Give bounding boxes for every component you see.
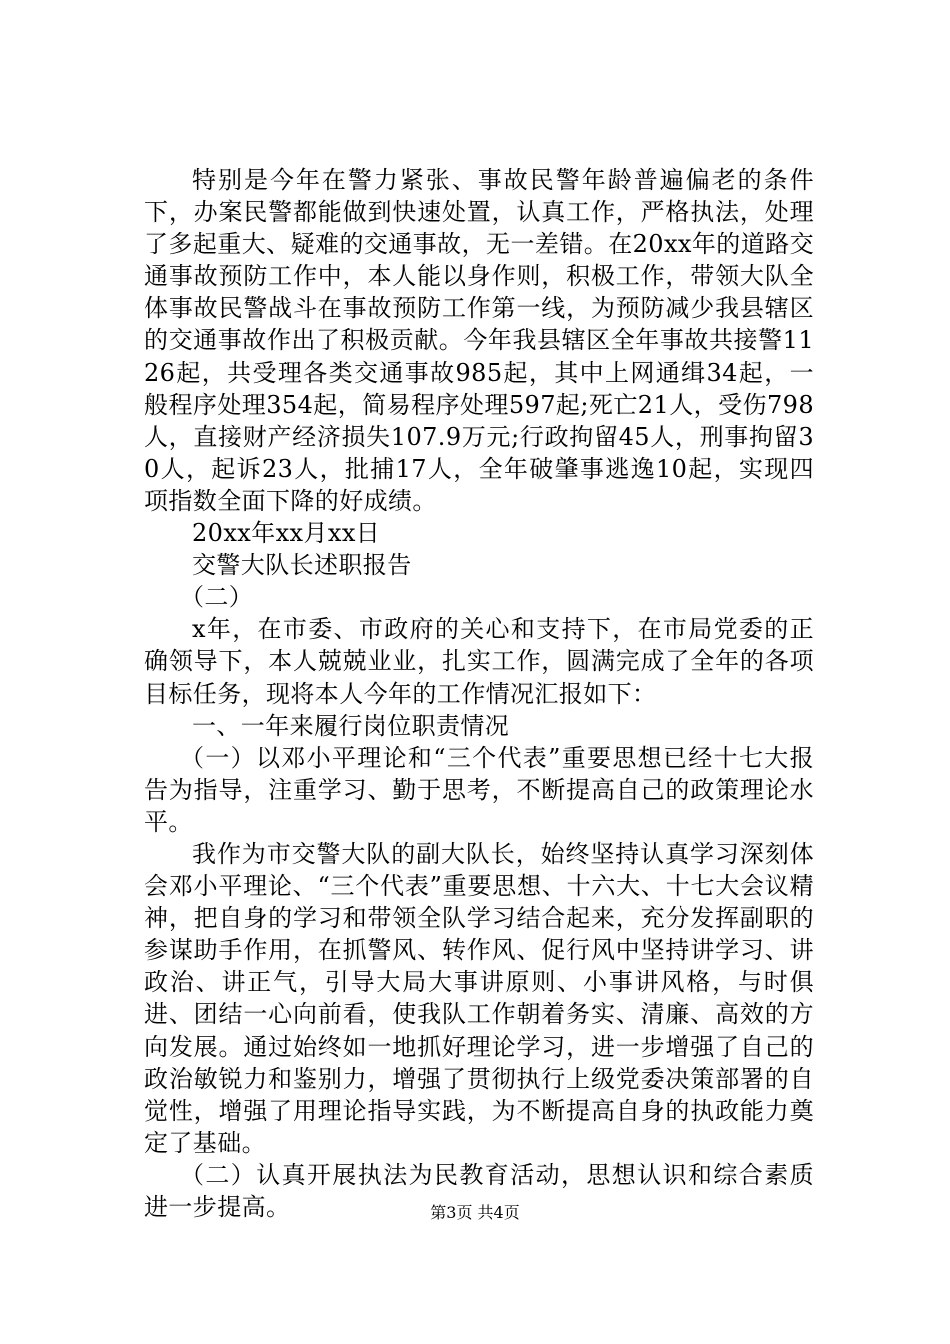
paragraph-intro: x年，在市委、市政府的关心和支持下，在市局党委的正确领导下，本人兢兢业业，扎实工作，圆满完成了全年的各项目标任务，现将本人今年的工作情况汇报如下： <box>144 615 814 708</box>
section-heading-duties: 一、一年来履行岗位职责情况 <box>192 711 510 740</box>
section-number: （二） <box>180 583 254 612</box>
paragraph-accident-summary: 特别是今年在警力紧张、事故民警年龄普遍偏老的条件下，办案民警都能做到快速处置，认真工作，严格执法，处理了多起重大、疑难的交通事故，无一差错。在20xx年的道路交通事故预防工作中，本人能以身作则，积极工作，带领大队全体事故民警战斗在事故预防工作第一线，为预防减少我县辖区的交通事故作出了积极贡献。今年我县辖区全年事故共接警1126起，共受理各类交通事故985起，其中上网通缉34起，一般程序处理354起，简易程序处理597起;死亡21人，受伤798人，直接财产经济损失107.9万元;行政拘留45人，刑事拘留30人，起诉23人，批捕17人，全年破肇事逃逸10起，实现四项指数全面下降的好成绩。 <box>144 166 814 515</box>
page-footer <box>0 1203 950 1223</box>
subsection-heading-education: （二）认真开展执法为民教育活动，思想认识和综合素质进一步提高。 <box>144 1160 814 1221</box>
subsection-heading-theory: （一）以邓小平理论和“三个代表”重要思想已经十七大报告为指导，注重学习、勤于思考，不断提高自己的政策理论水平。 <box>144 743 814 836</box>
report-title: 交警大队长述职报告 <box>192 551 412 580</box>
page-number-label: 第3页 共4页 <box>430 1203 520 1222</box>
paragraph-study: 我作为市交警大队的副大队长，始终坚持认真学习深刻体会邓小平理论、“三个代表”重要思想、十六大、十七大会议精神，把自身的学习和带领全队学习结合起来，充分发挥副职的参谋助手作用，在抓警风、转作风、促行风中坚持讲学习、讲政治、讲正气，引导大局大事讲原则、小事讲风格，与时俱进、团结一心向前看，使我队工作朝着务实、清廉、高效的方向发展。通过始终如一地抓好理论学习，进一步增强了自己的政治敏锐力和鉴别力，增强了贯彻执行上级党委决策部署的自觉性，增强了用理论指导实践，为不断提高自身的执政能力奠定了基础。 <box>144 839 814 1157</box>
paragraph-date: 20xx年xx月xx日 <box>192 519 381 548</box>
document-body <box>144 164 814 1223</box>
